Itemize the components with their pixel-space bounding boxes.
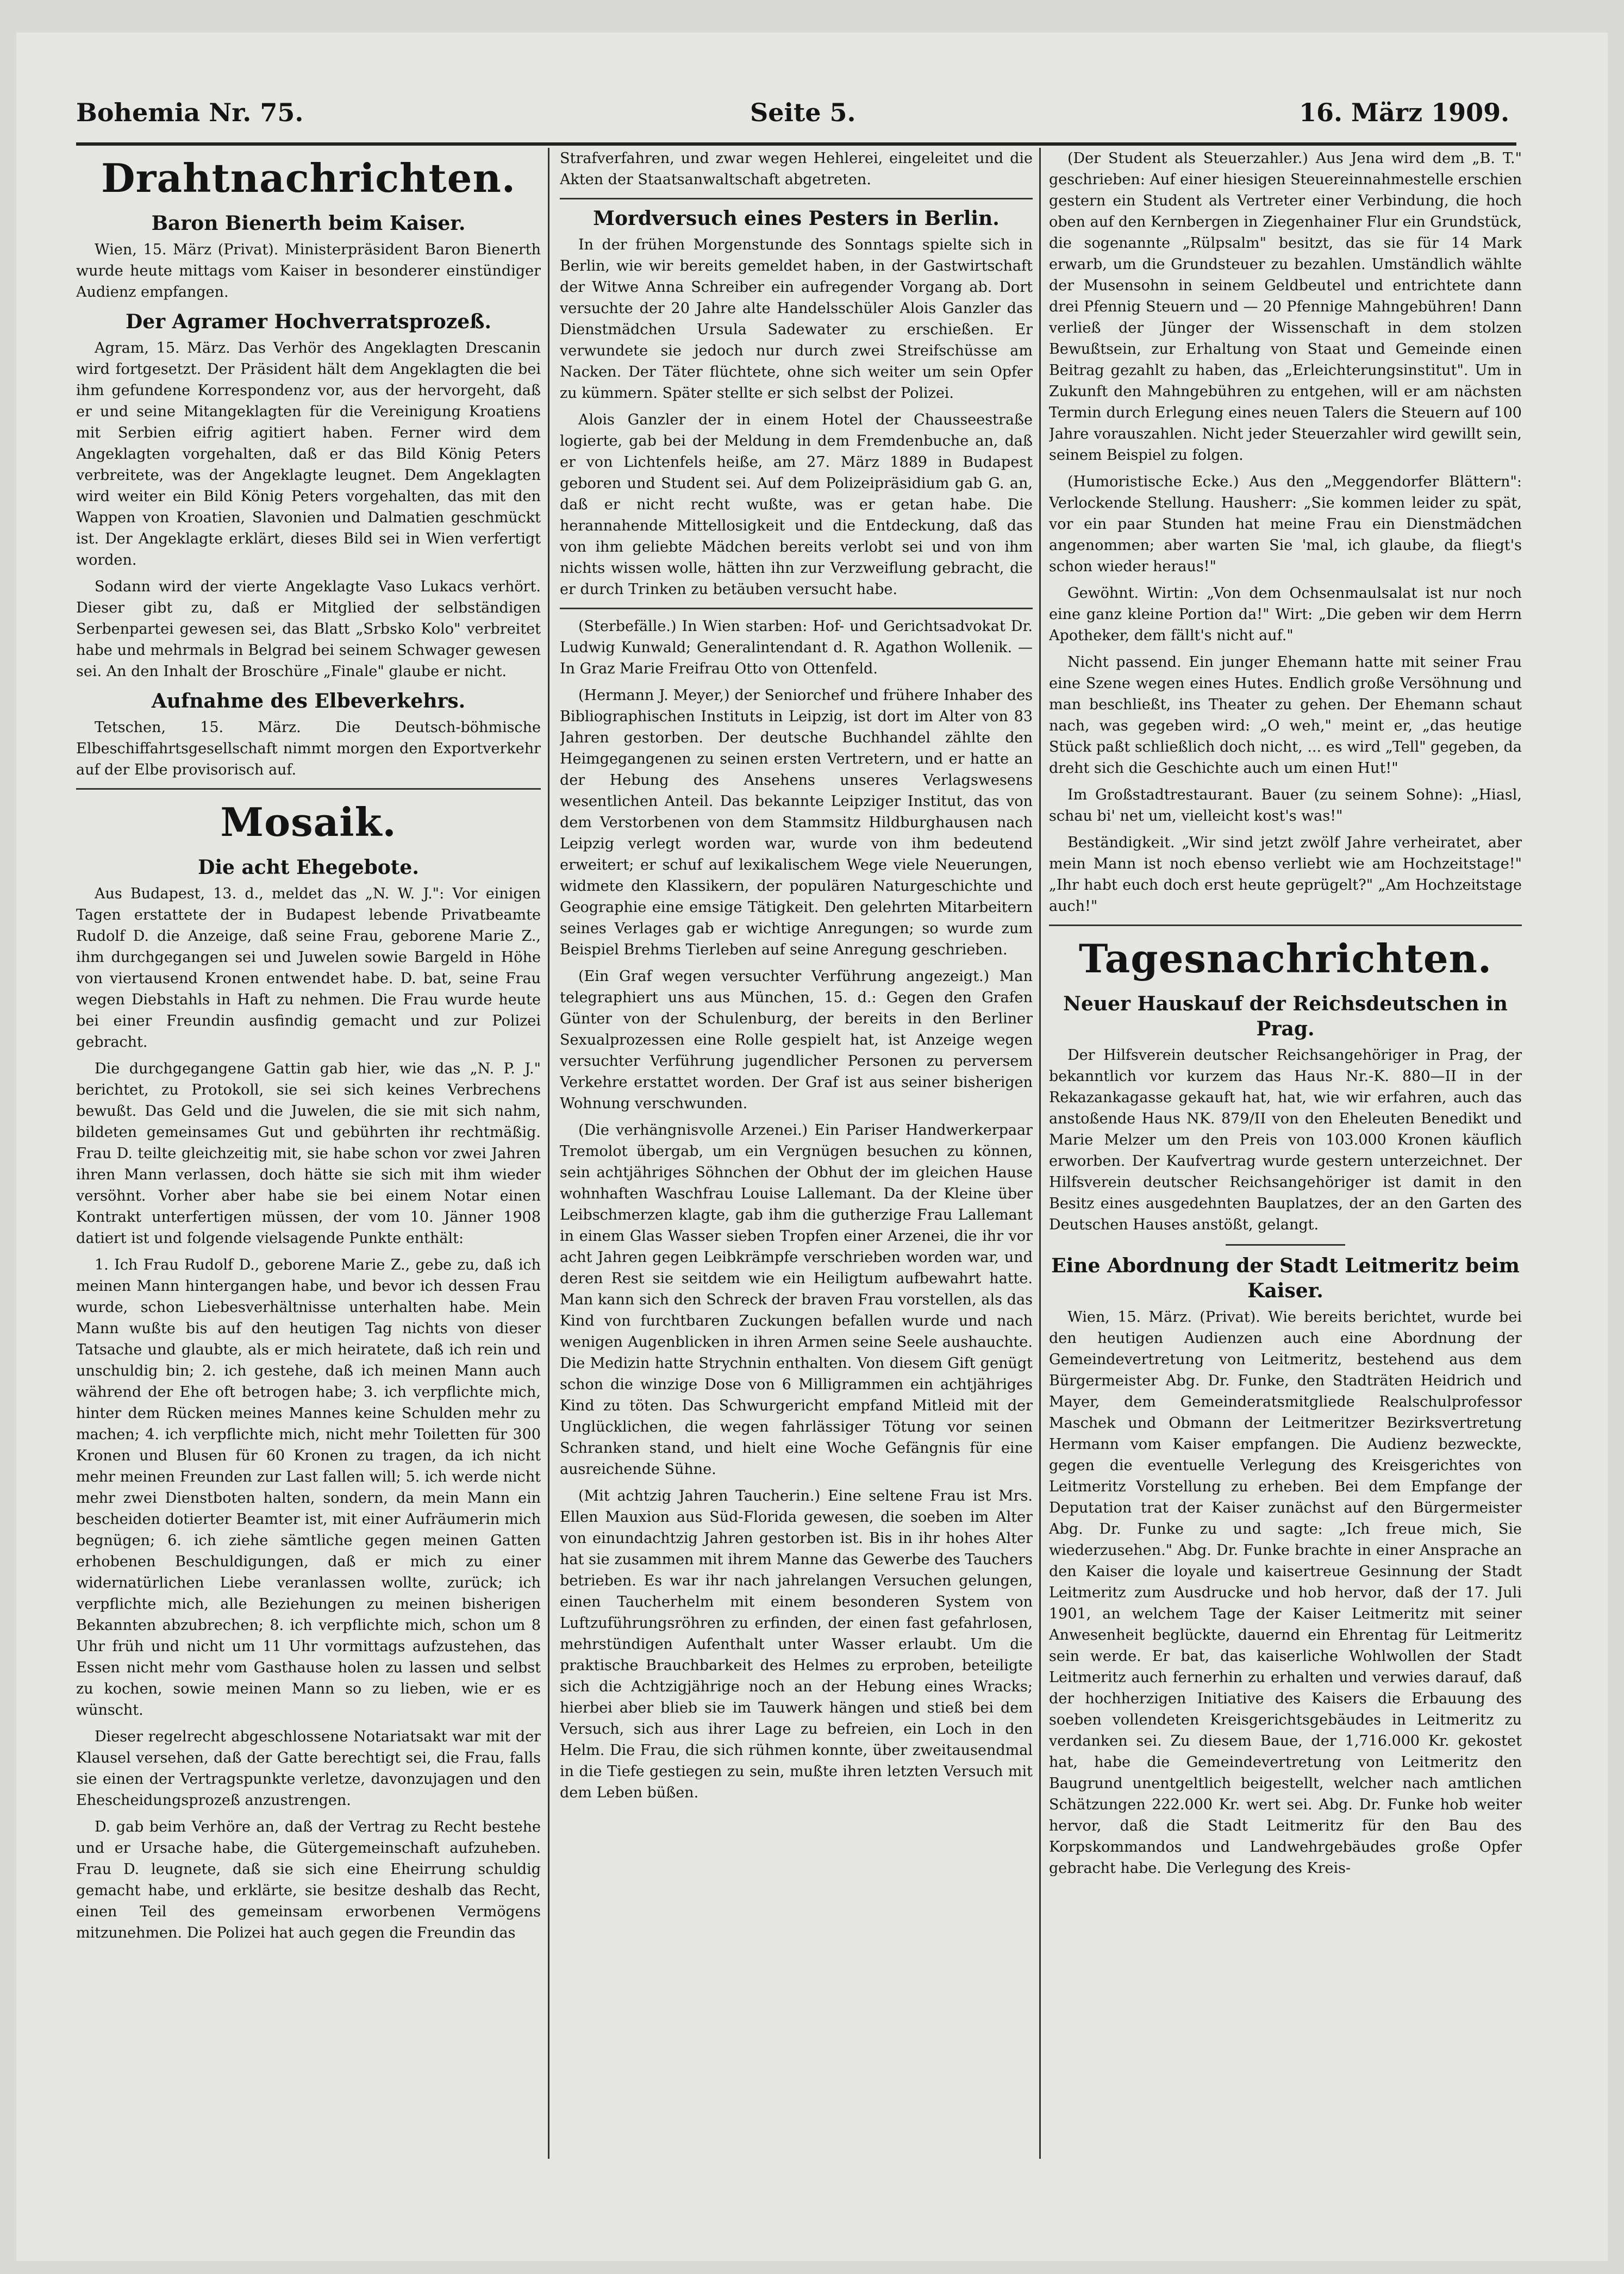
article-paragraph: Nicht passend. Ein junger Ehemann hatte mit seiner Frau eine Szene wegen eines Hutes. Endlich große Versöhnung und man beschließt, ins Theater zu gehen. Der Ehemann schaut nach, was gegeben wird: „O weh," meint er, „das heutige Stück paßt schließlich doch nicht, ... es wird „Tell" gegeben, da dreht sich die Geschichte auch um einen Hut!" bbox=[1049, 654, 1522, 777]
article-heading: Der Agramer Hochverratsprozeß. bbox=[126, 310, 491, 333]
article-paragraph: Gewöhnt. Wirtin: „Von dem Ochsenmaulsalat ist nur noch eine ganz kleine Portion da!" Wirt: „Die geben wir dem Herrn Apotheker, dem fällt's nicht auf." bbox=[1049, 585, 1522, 644]
divider bbox=[560, 198, 1033, 199]
article-heading: Neuer Hauskauf der Reichsdeutschen in Prag. bbox=[1063, 992, 1508, 1040]
article-paragraph: Tetschen, 15. März. Die Deutsch-böhmische Elbeschiffahrtsgesellschaft nimmt morgen den Exportverkehr auf der Elbe provisorisch auf. bbox=[76, 719, 541, 778]
divider bbox=[1226, 1244, 1345, 1246]
divider bbox=[1049, 924, 1522, 926]
article-paragraph: 1. Ich Frau Rudolf D., geborene Marie Z., gebe zu, daß ich meinen Mann hintergangen habe, und bevor ich dessen Frau wurde, schon Liebesverhältnisse unterhalten habe. Mein Mann wußte bis auf den heutigen Tag nichts von dieser Tatsache und glaubte, als er mich heiratete, daß ich rein und unschuldig bin; 2. ich gestehe, daß ich meinen Mann auch während der Ehe oft betrogen habe; 3. ich verpflichte mich, hinter dem Rücken meines Mannes keine Schulden mehr zu machen; 4. ich verpflichte mich, nicht mehr Toiletten für 300 Kronen und Blusen für 60 Kronen zu tragen, da ich nicht mehr meinen Freunden zur Last fallen will; 5. ich werde nicht mehr zwei Dienstboten halten, sondern, da mein Mann ein bescheiden dotierter Beamter ist, mit einer Aufräumerin mich begnügen; 6. ich ziehe sämtliche gegen meinen Gatten erhobenen Beschuldigungen, daß er mich zu einer widernatürlichen Liebe veranlassen wollte, zurück; ich verpflichte mich, alle Beziehungen zu meinen bisherigen Bekannten abzubrechen; 8. ich verpflichte mich, schon um 8 Uhr früh und nicht um 11 Uhr vormittags aufzustehen, das Essen nicht mehr vom Gasthause holen zu lassen und selbst zu kochen, sowie meinen Mann so zu lieben, wie er es wünscht. bbox=[76, 1257, 541, 1719]
article-paragraph: (Hermann J. Meyer,) der Seniorchef und frühere Inhaber des Bibliographischen Instituts in Leipzig, ist dort im Alter von 83 Jahren gestorben. Der deutsche Buchhandel zählte den Heimgegangenen zu seinen ersten Vertretern, und er hatte an der Hebung des Ansehens unseres Verlagswesens wesentlichen Anteil. Das bekannte Leipziger Institut, das von dem Verstorbenen von dem Stammsitz Hildburghausen nach Leipzig verlegt worden war, wurde von ihm bedeutend erweitert; er schuf auf lexikalischem Wege viele Neuerungen, widmete den Klassikern, der populären Naturgeschichte und Geographie eine emsige Tätigkeit. Den gelehrten Mitarbeitern seines Verlages gab er wichtige Anregungen; so wurde zum Beispiel Brehms Tierleben auf seine Anregung geschrieben. bbox=[560, 687, 1033, 958]
article-paragraph: Wien, 15. März (Privat). Ministerpräsident Baron Bienerth wurde heute mittags vom Kaiser in besonderer einstündiger Audienz empfangen. bbox=[76, 241, 541, 301]
article-paragraph: (Humoristische Ecke.) Aus den „Meggendorfer Blättern": Verlockende Stellung. Hausherr: „Sie kommen leider zu spät, vor ein paar Stunden hat meine Frau ein Dienstmädchen angenommen; aber warten Sie 'mal, ich glaube, da fliegt's schon wieder heraus!" bbox=[1049, 473, 1522, 575]
article-paragraph: Alois Ganzler der in einem Hotel der Chausseestraße logierte, gab bei der Meldung in dem Fremdenbuche an, daß er von Lichtenfels heiße, am 27. März 1889 in Budapest geboren und Student sei. Auf dem Polizeipräsidium gab G. an, daß er nicht recht wußte, was er getan habe. Die herannahende Mittellosigkeit und die Entdeckung, daß das von ihm geliebte Mädchen bereits verlobt sei und von ihm nichts wissen wolle, hätten ihn zur Verzweiflung gebracht, die er durch Trinken zu betäuben versucht habe. bbox=[560, 411, 1033, 598]
article-paragraph: (Mit achtzig Jahren Taucherin.) Eine seltene Frau ist Mrs. Ellen Mauxion aus Süd-Florida gewesen, die soeben im Alter von einundachtzig Jahren gestorben ist. Bis in ihr hohes Alter hat sie zusammen mit ihrem Manne das Gewerbe des Tauchers betrieben. Es war ihr nach jahrelangen Versuchen gelungen, einen Taucherhelm mit einem besonderen System von Luftzuführungsröhren zu erfinden, der einen fast gefahrlosen, mehrstündigen Aufenthalt unter Wasser erlaubt. Um die praktische Brauchbarkeit des Helmes zu erproben, beteiligte sich die Achtzigjährige noch an der Hebung eines Wracks; hierbei aber blieb sie im Tauwerk hängen und stieß bei dem Versuch, sich aus ihrer Lage zu befreien, ein Loch in den Helm. Die Frau, die sich rühmen konnte, über zweitausendmal in die Tiefe gestiegen zu sein, mußte ihren letzten Versuch mit dem Leben büßen. bbox=[560, 1488, 1033, 1801]
article-paragraph: D. gab beim Verhöre an, daß der Vertrag zu Recht bestehe und er Ursache habe, die Gütergemeinschaft aufzuheben. Frau D. leugnete, daß sie sich eine Eheirrung schuldig gemacht habe, und erklärte, sie besitze deshalb das Recht, einen Teil des gemeinsam erworbenen Vermögens mitzunehmen. Die Polizei hat auch gegen die Freundin das bbox=[76, 1819, 541, 1941]
article-paragraph: (Sterbefälle.) In Wien starben: Hof- und Gerichtsadvokat Dr. Ludwig Kunwald; Generalintendant d. R. Agathon Wollenik. — In Graz Marie Freifrau Otto von Ottenfeld. bbox=[560, 618, 1033, 677]
article-paragraph: Im Großstadtrestaurant. Bauer (zu seinem Sohne): „Hiasl, schau bi' net um, vielleicht kost's was!" bbox=[1049, 786, 1522, 824]
article-paragraph: Wien, 15. März. (Privat). Wie bereits berichtet, wurde bei den heutigen Audienzen auch eine Abordnung der Gemeindevertretung von Leitmeritz, bestehend aus dem Bürgermeister Abg. Dr. Funke, den Stadträten Heidrich und Mayer, dem Gemeinderatsmitgliede Realschulprofessor Maschek und Obmann der Leitmeritzer Bezirksvertretung Hermann vom Kaiser empfangen. Die Audienz bezweckte, gegen die eventuelle Verlegung des Kreisgerichtes von Leitmeritz Vorstellung zu erheben. Bei dem Empfange der Deputation trat der Kaiser zunächst auf den Bürgermeister Abg. Dr. Funke zu und sagte: „Ich freue mich, Sie wiederzusehen." Abg. Dr. Funke brachte in einer Ansprache an den Kaiser die loyale und kaisertreue Gesinnung der Stadt Leitmeritz zum Ausdrucke und hob hervor, daß der 17. Juli 1901, an welchem Tage der Kaiser Leitmeritz mit seiner Anwesenheit beglückte, dauernd ein Ehrentag für Leitmeritz sein werde. Er bat, das kaiserliche Wohlwollen der Stadt Leitmeritz auch fernerhin zu erhalten und verwies darauf, daß der hochherzigen Initiative des Kaisers die Erbauung des soeben vollendeten Kreisgerichtsgebäudes in Leitmeritz zu verdanken sei. Zu diesem Baue, der 1,716.000 Kr. gekostet hat, habe die Gemeindevertretung von Leitmeritz den Baugrund unentgeltlich beigestellt, welcher nach amtlichen Schätzungen 222.000 Kr. wert sei. Abg. Dr. Funke hob weiter hervor, daß die Stadt Leitmeritz für den Bau des Korpskommandos und Landwehrgebäudes große Opfer gebracht habe. Die Verlegung des Kreis- bbox=[1049, 1309, 1522, 1877]
article-paragraph: Sodann wird der vierte Angeklagte Vaso Lukacs verhört. Dieser gibt zu, daß er Mitglied der selbständigen Serbenpartei gewesen sei, das Blatt „Srbsko Kolo" verbreitet habe und mehrmals in Belgrad bei seinem Schwager gewesen sei. An den Inhalt der Broschüre „Finale" glaube er nicht. bbox=[76, 578, 541, 680]
article-paragraph: Der Hilfsverein deutscher Reichsangehöriger in Prag, der bekanntlich vor kurzem das Haus Nr.-K. 880—II in der Rekazankagasse gekauft hat, hat, wie wir erfahren, auch das anstoßende Haus NK. 879/II von den Eheleuten Benedikt und Marie Melzer um den Preis von 103.000 Kronen käuflich erworben. Der Kaufvertrag wurde gestern unterzeichnet. Der Hilfsverein deutscher Reichsangehöriger ist damit in den Besitz eines ausgedehnten Bauplatzes, der an den Garten des Deutschen Hauses anstößt, gelangt. bbox=[1049, 1047, 1522, 1233]
article-paragraph: In der frühen Morgenstunde des Sonntags spielte sich in Berlin, wie wir bereits gemeldet haben, in der Gastwirtschaft der Witwe Anna Schreiber ein aufregender Vorgang ab. Dort versuchte der 20 Jahre alte Handelsschüler Alois Ganzler das Dienstmädchen Ursula Sadewater zu erschießen. Er verwundete sie jedoch nur durch zwei Streifschüsse am Nacken. Der Täter flüchtete, ohne sich weiter um sein Opfer zu kümmern. Später stellte er sich selbst der Polizei. bbox=[560, 236, 1033, 402]
section-heading: Drahtnachrichten. bbox=[101, 155, 516, 201]
divider bbox=[560, 608, 1033, 609]
section-heading: Tagesnachrichten. bbox=[1078, 935, 1492, 982]
article-heading: Mordversuch eines Pesters in Berlin. bbox=[593, 207, 1000, 230]
article-heading: Aufnahme des Elbeverkehrs. bbox=[151, 690, 466, 713]
article-heading: Baron Bienerth beim Kaiser. bbox=[151, 212, 466, 235]
header-date: 16. März 1909. bbox=[1299, 98, 1510, 127]
article-paragraph: (Ein Graf wegen versuchter Verführung angezeigt.) Man telegraphiert uns aus München, 15. d.: Gegen den Grafen Günter von der Schulenburg, der bereits in den Berliner Sexualprozessen eine Rolle gespielt hat, ist Anzeige wegen versuchter Verführung jugendlicher Personen zu perversem Verkehre erstattet worden. Der Graf ist aus seiner bisherigen Wohnung verschwunden. bbox=[560, 968, 1033, 1112]
header-paper: Bohemia Nr. 75. bbox=[76, 98, 304, 127]
article-paragraph: (Die verhängnisvolle Arzenei.) Ein Pariser Handwerkerpaar Tremolot übergab, um ein Vergnügen besuchen zu können, sein achtjähriges Söhnchen der Obhut der im gleichen Hause wohnhaften Waschfrau Louise Lallemant. Da der Kleine über Leibschmerzen klagte, gab ihm die gutherzige Frau Lallemant in einem Glas Wasser sieben Tropfen einer Arzenei, die ihr vor acht Jahren gegen Leibkrämpfe verschrieben worden war, und deren Rest sie seitdem wie ein Heiligtum aufbewahrt hatte. Man kann sich den Schreck der braven Frau vorstellen, als das Kind von furchtbaren Zuckungen befallen wurde und nach wenigen Augenblicken in ihren Armen seine Seele aushauchte. Die Medizin hatte Strychnin enthalten. Von diesem Gift genügt schon die winzige Dose von 6 Milligrammen ein achtjähriges Kind zu töten. Das Schwurgericht empfand Mitleid mit der Unglücklichen, die wegen fahrlässiger Tötung vor seinen Schranken stand, und hielt eine Woche Gefängnis für eine ausreichende Sühne. bbox=[560, 1122, 1033, 1478]
article-heading: Die acht Ehegebote. bbox=[198, 856, 419, 879]
column-1 bbox=[76, 148, 541, 2159]
column-divider bbox=[548, 148, 549, 2159]
section-heading: Mosaik. bbox=[220, 799, 397, 845]
article-paragraph: Beständigkeit. „Wir sind jetzt zwölf Jahre verheiratet, aber mein Mann ist noch ebenso verliebt wie am Hochzeitstage!" „Ihr habt euch doch erst heute geprügelt?" „Am Hochzeitstage auch!" bbox=[1049, 834, 1522, 915]
column-divider bbox=[1039, 148, 1041, 2159]
article-paragraph: Aus Budapest, 13. d., meldet das „N. W. J.": Vor einigen Tagen erstattete der in Budapest lebende Privatbeamte Rudolf D. die Anzeige, daß seine Frau, geborene Marie Z., ihm durchgegangen sei und Juwelen sowie Bargeld in Höhe von viertausend Kronen entwendet habe. D. bat, seine Frau wegen Diebstahls in Haft zu nehmen. Die Frau wurde heute bei einer Freundin ausfindig gemacht und zur Polizei gebracht. bbox=[76, 885, 541, 1051]
article-paragraph: Dieser regelrecht abgeschlossene Notariatsakt war mit der Klausel versehen, daß der Gatte berechtigt sei, die Frau, falls sie einen der Vertragspunkte verletze, davonzujagen und den Ehescheidungsprozeß anzustrengen. bbox=[76, 1728, 541, 1809]
divider bbox=[76, 788, 541, 790]
article-paragraph: Die durchgegangene Gattin gab hier, wie das „N. P. J." berichtet, zu Protokoll, sie sei sich keines Verbrechens bewußt. Das Geld und die Juwelen, die sie mit sich nahm, bildeten gemeinsames Gut und gebührten ihr rechtmäßig. Frau D. teilte gleichzeitig mit, sie habe schon vor zwei Jahren ihren Mann verlassen, doch hätte sie sich mit ihm wieder versöhnt. Vorher aber habe sie bei einem Notar einen Kontrakt unterfertigen müssen, der vom 10. Jänner 1908 datiert ist und folgende vielsagende Punkte enthält: bbox=[76, 1060, 541, 1247]
article-heading: Eine Abordnung der Stadt Leitmeritz beim Kaiser. bbox=[1051, 1254, 1520, 1302]
article-paragraph: Agram, 15. März. Das Verhör des Angeklagten Drescanin wird fortgesetzt. Der Präsident hält dem Angeklagten die bei ihm gefundene Korrespondenz vor, aus der hervorgeht, daß er und seine Mitangeklagten für die Vereinigung Kroatiens mit Serbien eifrig agitiert haben. Ferner wird dem Angeklagten vorgehalten, daß er das Bild König Peters verbreitete, was der Angeklagte leugnet. Dem Angeklagten wird weiter ein Bild König Peters vorgehalten, das mit den Wappen von Kroatien, Slavonien und Dalmatien geschmückt ist. Der Angeklagte erklärt, dieses Bild sei in Wien verfertigt worden. bbox=[76, 340, 541, 568]
header-page: Seite 5. bbox=[750, 98, 856, 127]
header-rule bbox=[76, 142, 1516, 146]
article-paragraph: (Der Student als Steuerzahler.) Aus Jena wird dem „B. T." geschrieben: Auf einer hiesigen Steuereinnahmestelle erschien gestern ein Student als Vertreter einer Verbindung, die hoch oben auf den Kernbergen in Ziegenhainer Flur ein Grundstück, die sogenannte „Rülpsalm" besitzt, das sie für 14 Mark erwarb, um die Grundsteuer zu bezahlen. Umständlich wählte der Musensohn in seinem Geldbeutel und entrichtete dann drei Pfennig Steuern und — 20 Pfennige Mahngebühren! Dann verließ der Jünger der Wissenschaft in dem stolzen Bewußtsein, zur Erhaltung von Staat und Gemeinde einen Beitrag gezahlt zu haben, das „Erleichterungsinstitut". Um in Zukunft den Mahngebühren zu entgehen, will er am nächsten Termin durch Erlegung eines neuen Talers die Steuern auf 100 Jahre vorauszahlen. Nicht jeder Steuerzahler wird gewillt sein, seinem Beispiel zu folgen. bbox=[1049, 150, 1522, 464]
column-3 bbox=[1049, 148, 1522, 2159]
article-paragraph: Strafverfahren, und zwar wegen Hehlerei, eingeleitet und die Akten der Staatsanwaltschaft abgetreten. bbox=[560, 150, 1033, 188]
column-2 bbox=[560, 148, 1033, 2159]
